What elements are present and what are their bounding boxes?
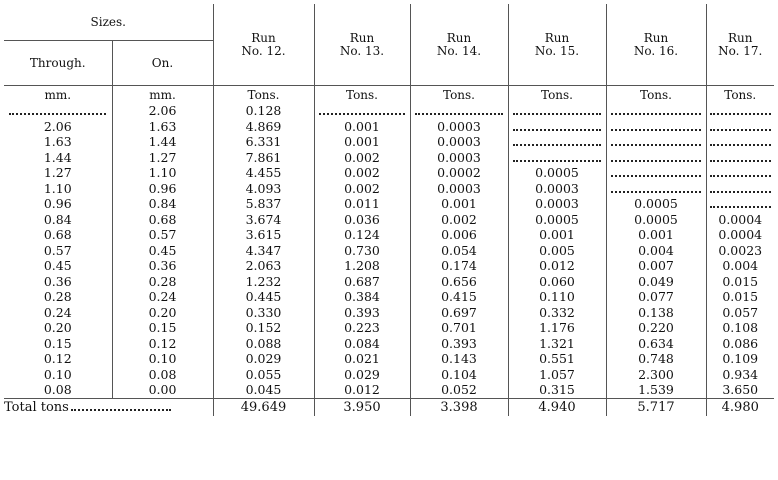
tons-cell: 0.0003 xyxy=(410,134,508,150)
tons-cell: 0.001 xyxy=(606,227,706,243)
on-cell: 0.28 xyxy=(112,274,213,290)
dot-leader xyxy=(710,105,771,115)
tons-cell: 0.021 xyxy=(314,351,410,367)
dot-leader xyxy=(319,105,405,115)
tons-cell: 0.001 xyxy=(410,196,508,212)
total-cell: 5.717 xyxy=(606,398,706,416)
on-cell: 0.15 xyxy=(112,320,213,336)
total-cell: 49.649 xyxy=(213,398,314,416)
run-12-header: Run No. 12. xyxy=(213,4,314,86)
tons-cell: 4.455 xyxy=(213,165,314,181)
total-label-cell xyxy=(4,398,213,416)
table-row xyxy=(4,243,774,259)
tons-cell: 0.015 xyxy=(706,274,774,290)
tons-cell: 0.0003 xyxy=(410,181,508,197)
run-14-header: Run No. 14. xyxy=(410,4,508,86)
table-row xyxy=(4,181,774,197)
unit-cell: Tons. xyxy=(410,86,508,104)
through-cell: 0.12 xyxy=(43,351,72,366)
tons-cell: 0.634 xyxy=(606,336,706,352)
run-16-header: Run No. 16. xyxy=(606,4,706,86)
empty-cell-dots xyxy=(706,165,774,181)
dot-leader xyxy=(710,167,771,177)
tons-cell: 0.060 xyxy=(508,274,606,290)
table-row xyxy=(4,119,774,135)
run-13-header: Run No. 13. xyxy=(314,4,410,86)
through-cell: 0.57 xyxy=(43,242,72,258)
tons-cell: 3.615 xyxy=(213,227,314,243)
tons-cell: 4.347 xyxy=(213,243,314,259)
on-cell: 0.24 xyxy=(112,289,213,305)
through-header: Through. xyxy=(4,41,112,86)
tons-cell: 0.045 xyxy=(213,382,314,398)
tons-cell: 0.138 xyxy=(606,305,706,321)
units-row xyxy=(4,86,774,104)
tons-cell: 0.110 xyxy=(508,289,606,305)
through-cell: 0.28 xyxy=(43,289,72,304)
tons-cell: 1.208 xyxy=(314,258,410,274)
table-row xyxy=(4,351,774,367)
dot-leader xyxy=(513,121,600,131)
tons-cell: 0.445 xyxy=(213,289,314,305)
tons-cell: 3.674 xyxy=(213,212,314,228)
empty-cell-dots xyxy=(606,119,706,135)
empty-cell-dots xyxy=(706,181,774,197)
table-row xyxy=(4,382,774,398)
through-cell: 0.68 xyxy=(43,227,72,242)
tons-cell: 0.004 xyxy=(706,258,774,274)
tons-cell: 0.223 xyxy=(314,320,410,336)
sizes-header: Sizes. xyxy=(4,4,213,41)
dot-leader xyxy=(513,136,600,146)
tons-cell: 0.0003 xyxy=(410,119,508,135)
tons-cell: 0.049 xyxy=(606,274,706,290)
on-cell: 0.68 xyxy=(112,212,213,228)
tons-cell: 0.0005 xyxy=(508,212,606,228)
tons-cell: 0.054 xyxy=(410,243,508,259)
tons-cell: 0.002 xyxy=(314,150,410,166)
tons-cell: 5.837 xyxy=(213,196,314,212)
tons-cell: 2.063 xyxy=(213,258,314,274)
tons-cell: 0.124 xyxy=(314,227,410,243)
total-label: Total tons xyxy=(4,399,69,415)
unit-cell: mm. xyxy=(4,86,112,104)
empty-cell-dots xyxy=(706,103,774,119)
unit-cell: Tons. xyxy=(314,86,410,104)
unit-cell: Tons. xyxy=(706,86,774,104)
tons-cell: 0.0005 xyxy=(606,196,706,212)
through-cell: 0.24 xyxy=(43,304,72,320)
tons-cell: 1.232 xyxy=(213,274,314,290)
on-cell: 0.96 xyxy=(112,181,213,197)
through-cell: 1.44 xyxy=(43,149,72,165)
tons-cell: 0.0023 xyxy=(706,243,774,259)
through-cell: 1.63 xyxy=(43,134,72,149)
tons-cell: 0.0004 xyxy=(706,212,774,228)
dot-leader xyxy=(611,167,700,177)
tons-cell: 0.697 xyxy=(410,305,508,321)
empty-cell-dots xyxy=(606,103,706,119)
empty-cell-dots xyxy=(606,134,706,150)
through-cell: 0.45 xyxy=(43,258,72,273)
tons-cell: 0.687 xyxy=(314,274,410,290)
tons-cell: 0.007 xyxy=(606,258,706,274)
empty-cell-dots xyxy=(606,181,706,197)
tons-cell: 0.015 xyxy=(706,289,774,305)
tons-cell: 0.001 xyxy=(314,134,410,150)
empty-cell-dots xyxy=(4,103,112,119)
total-row xyxy=(4,398,774,416)
on-cell: 0.45 xyxy=(112,243,213,259)
empty-cell-dots xyxy=(508,119,606,135)
tons-cell: 0.002 xyxy=(314,181,410,197)
unit-cell: Tons. xyxy=(508,86,606,104)
on-cell: 0.57 xyxy=(112,227,213,243)
table-row xyxy=(4,134,774,150)
on-cell: 1.63 xyxy=(112,119,213,135)
tons-cell: 2.300 xyxy=(606,367,706,383)
through-cell: 0.15 xyxy=(43,335,72,351)
tons-cell: 0.086 xyxy=(706,336,774,352)
tons-cell: 0.012 xyxy=(508,258,606,274)
dot-leader xyxy=(513,105,600,115)
empty-cell-dots xyxy=(508,150,606,166)
empty-cell-dots xyxy=(706,150,774,166)
on-cell: 0.08 xyxy=(112,367,213,383)
on-cell: 2.06 xyxy=(112,103,213,119)
through-cell: 1.27 xyxy=(43,165,72,180)
tons-cell: 0.001 xyxy=(314,119,410,135)
tons-cell: 0.108 xyxy=(706,320,774,336)
empty-cell-dots xyxy=(706,134,774,150)
through-cell: 0.20 xyxy=(43,320,72,335)
tons-cell: 0.143 xyxy=(410,351,508,367)
tons-cell: 0.029 xyxy=(314,367,410,383)
tons-cell: 6.331 xyxy=(213,134,314,150)
tons-cell: 0.315 xyxy=(508,382,606,398)
empty-cell-dots xyxy=(606,150,706,166)
total-cell: 4.940 xyxy=(508,398,606,416)
on-cell: 1.27 xyxy=(112,150,213,166)
tons-cell: 0.055 xyxy=(213,367,314,383)
empty-cell-dots xyxy=(314,103,410,119)
tons-cell: 0.084 xyxy=(314,336,410,352)
tons-cell: 0.004 xyxy=(606,243,706,259)
unit-cell: Tons. xyxy=(213,86,314,104)
table-row xyxy=(4,150,774,166)
run-15-header: Run No. 15. xyxy=(508,4,606,86)
tons-cell: 0.006 xyxy=(410,227,508,243)
dot-leader xyxy=(710,136,771,146)
through-cell: 1.10 xyxy=(43,180,72,196)
tons-cell: 0.415 xyxy=(410,289,508,305)
tons-cell: 0.152 xyxy=(213,320,314,336)
tons-cell: 0.393 xyxy=(410,336,508,352)
empty-cell-dots xyxy=(410,103,508,119)
leader-dots xyxy=(71,400,171,411)
tons-cell: 0.730 xyxy=(314,243,410,259)
tons-cell: 1.057 xyxy=(508,367,606,383)
tons-cell: 0.001 xyxy=(508,227,606,243)
table-row xyxy=(4,103,774,119)
on-cell: 0.36 xyxy=(112,258,213,274)
table-row xyxy=(4,367,774,383)
table-row xyxy=(4,227,774,243)
tons-cell: 0.0003 xyxy=(410,150,508,166)
tons-cell: 0.128 xyxy=(213,103,314,119)
empty-cell-dots xyxy=(706,119,774,135)
tons-cell: 0.656 xyxy=(410,274,508,290)
dot-leader xyxy=(611,136,700,146)
tons-cell: 0.0005 xyxy=(606,212,706,228)
on-cell: 0.00 xyxy=(112,382,213,398)
tons-cell: 0.332 xyxy=(508,305,606,321)
table-row xyxy=(4,320,774,336)
tons-cell: 1.539 xyxy=(606,382,706,398)
table-row xyxy=(4,305,774,321)
table-row xyxy=(4,212,774,228)
tons-cell: 0.0002 xyxy=(410,165,508,181)
unit-cell: Tons. xyxy=(606,86,706,104)
tons-cell: 0.0004 xyxy=(706,227,774,243)
tons-cell: 0.104 xyxy=(410,367,508,383)
dot-leader xyxy=(710,183,771,193)
tons-cell: 0.330 xyxy=(213,305,314,321)
tons-cell: 0.174 xyxy=(410,258,508,274)
tons-cell: 0.052 xyxy=(410,382,508,398)
through-cell: 0.10 xyxy=(43,366,72,382)
tons-cell: 3.650 xyxy=(706,382,774,398)
tons-cell: 0.012 xyxy=(314,382,410,398)
tons-cell: 0.109 xyxy=(706,351,774,367)
dot-leader xyxy=(513,152,600,162)
table-row xyxy=(4,258,774,274)
on-cell: 0.10 xyxy=(112,351,213,367)
tons-cell: 0.088 xyxy=(213,336,314,352)
on-header: On. xyxy=(112,41,213,86)
tons-cell: 0.077 xyxy=(606,289,706,305)
tons-cell: 0.005 xyxy=(508,243,606,259)
tons-cell: 7.861 xyxy=(213,150,314,166)
on-cell: 0.12 xyxy=(112,336,213,352)
tons-cell: 0.393 xyxy=(314,305,410,321)
tons-cell: 0.0003 xyxy=(508,181,606,197)
dot-leader xyxy=(710,198,771,208)
run-17-header: Run No. 17. xyxy=(706,4,774,86)
tons-cell: 0.002 xyxy=(410,212,508,228)
dot-leader xyxy=(611,152,700,162)
empty-cell-dots xyxy=(508,134,606,150)
through-cell: 0.84 xyxy=(43,211,72,227)
dot-leader xyxy=(611,121,700,131)
tons-cell: 0.384 xyxy=(314,289,410,305)
sizing-table xyxy=(4,4,774,416)
on-cell: 0.20 xyxy=(112,305,213,321)
tons-cell: 0.220 xyxy=(606,320,706,336)
empty-cell-dots xyxy=(508,103,606,119)
tons-cell: 0.0005 xyxy=(508,165,606,181)
table-row xyxy=(4,336,774,352)
tons-cell: 0.551 xyxy=(508,351,606,367)
tons-cell: 0.934 xyxy=(706,367,774,383)
dot-leader xyxy=(710,152,771,162)
table-row xyxy=(4,196,774,212)
total-cell: 3.950 xyxy=(314,398,410,416)
tons-cell: 0.011 xyxy=(314,196,410,212)
tons-cell: 0.002 xyxy=(314,165,410,181)
tons-cell: 0.0003 xyxy=(508,196,606,212)
tons-cell: 0.036 xyxy=(314,212,410,228)
empty-cell-dots xyxy=(606,165,706,181)
dot-leader xyxy=(611,105,700,115)
through-cell: 2.06 xyxy=(43,118,72,134)
on-cell: 0.84 xyxy=(112,196,213,212)
tons-cell: 0.701 xyxy=(410,320,508,336)
tons-cell: 4.869 xyxy=(213,119,314,135)
dot-leader xyxy=(710,121,771,131)
through-cell: 0.96 xyxy=(43,196,72,211)
dot-leader xyxy=(415,105,502,115)
on-cell: 1.44 xyxy=(112,134,213,150)
total-cell: 3.398 xyxy=(410,398,508,416)
tons-cell: 1.176 xyxy=(508,320,606,336)
through-cell: 0.36 xyxy=(43,273,72,289)
empty-cell-dots xyxy=(706,196,774,212)
dot-leader xyxy=(9,105,106,115)
table-row xyxy=(4,289,774,305)
through-cell: 0.08 xyxy=(43,382,72,397)
tons-cell: 0.057 xyxy=(706,305,774,321)
dot-leader xyxy=(611,183,700,193)
tons-cell: 4.093 xyxy=(213,181,314,197)
total-cell: 4.980 xyxy=(706,398,774,416)
tons-cell: 0.748 xyxy=(606,351,706,367)
table-row xyxy=(4,274,774,290)
table-row xyxy=(4,165,774,181)
tons-cell: 0.029 xyxy=(213,351,314,367)
unit-cell: mm. xyxy=(112,86,213,104)
on-cell: 1.10 xyxy=(112,165,213,181)
tons-cell: 1.321 xyxy=(508,336,606,352)
